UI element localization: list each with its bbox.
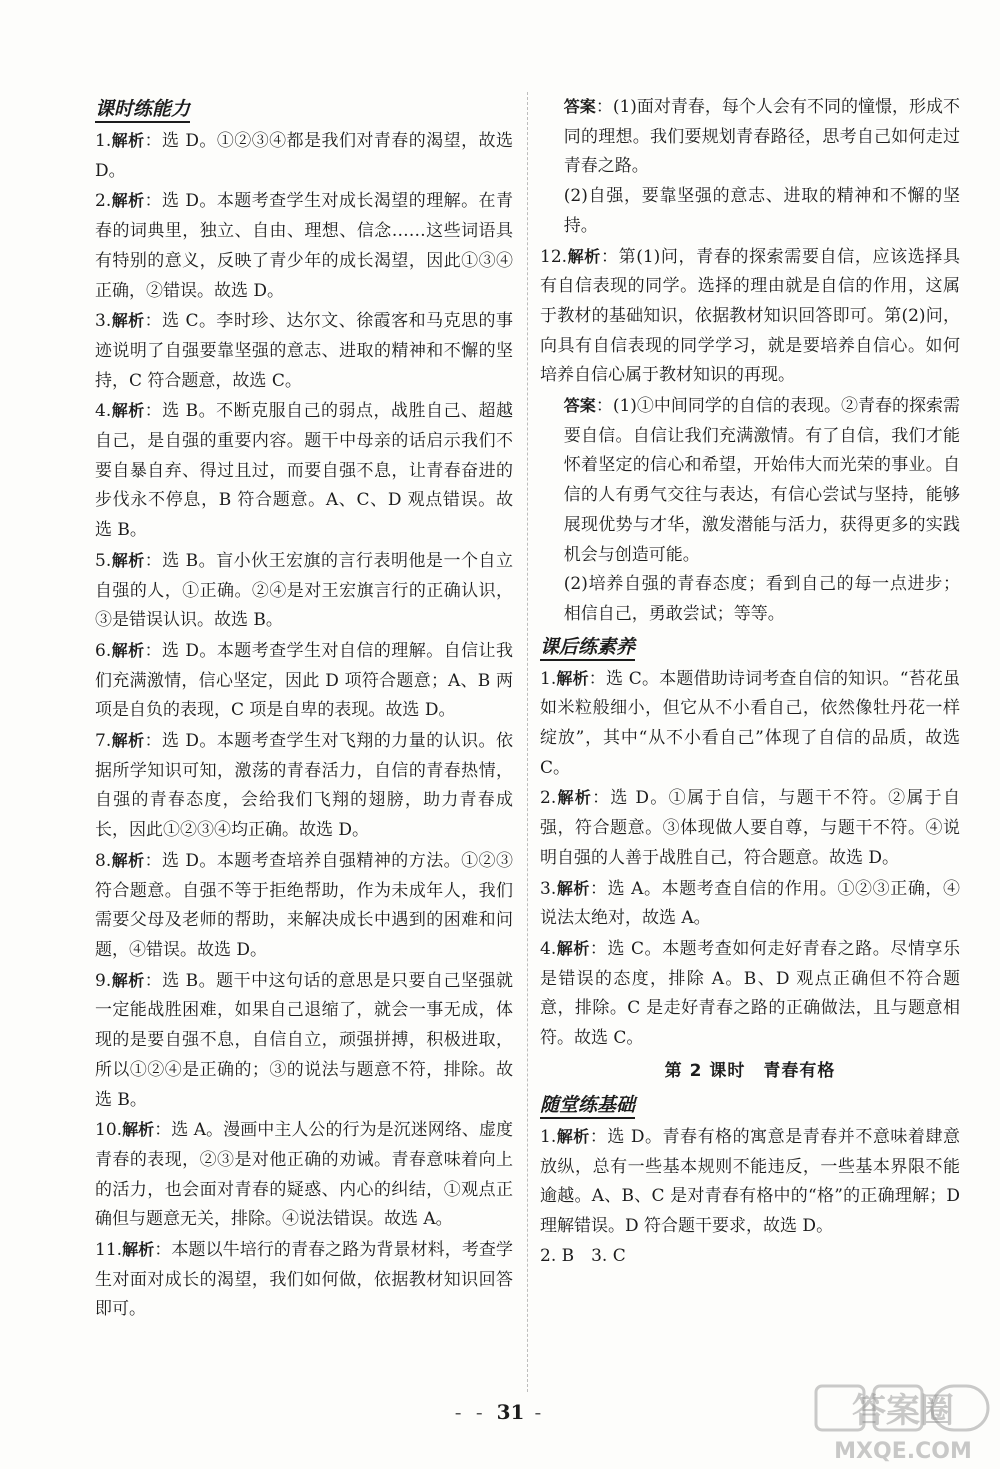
item-number: 9. (95, 970, 112, 991)
item-text: ：选 C。本题借助诗词考查自信的知识。“苔花虽如米粒般细小，但它从不小看自己，依然像牡丹花一样绽放”，其中“从不小看自己”体现了自信的品质，故选 C。 (540, 668, 960, 778)
answer-item (95, 636, 513, 726)
item-text: ：选 C。本题考查如何走好青春之路。尽情享乐是错误的态度，排除 A。B、D 观点正确但不符合题意，排除。C 是走好青春之路的正确做法，且与题意相符。故选 C。 (540, 938, 960, 1049)
short-answers: 2. B 3. C (540, 1245, 626, 1266)
item-text: ：选 D。①属于自信，与题干不符。②属于自强，符合题意。③体现做人要自尊，与题干不符。④说明自强的人善于战胜自己，符合题意。故选 D。 (540, 788, 960, 868)
answer-item (540, 1122, 960, 1242)
item-number: 1. (95, 131, 112, 151)
item-label: 解析 (556, 788, 593, 808)
item-text: ：选 D。本题考查学生对自信的理解。自信让我们充满激情，信心坚定，因此 D 项符合题意；A、B 两项是自负的表现，C 项是自卑的表现。故选 D。 (95, 640, 513, 721)
answer-paragraph (540, 570, 960, 629)
answer-item (95, 306, 513, 396)
column-divider (527, 92, 528, 1392)
item-number: 4. (95, 401, 112, 422)
item-label: 解析 (111, 131, 145, 150)
item-number: 12. (540, 246, 568, 267)
item-label: 解析 (111, 311, 145, 331)
watermark-bottom-text: MXQE.COM (834, 1439, 972, 1464)
item-12 (540, 242, 960, 392)
item-number: 1. (540, 668, 557, 689)
item-label: 解析 (122, 1240, 155, 1260)
answer-item (95, 846, 513, 966)
section3-items-list (540, 1122, 960, 1242)
answer-text: ：(1)面对青春，每个人会有不同的憧憬，形成不同的理想。我们要规划青春路径，思考自己如何走过青春之路。 (563, 97, 960, 177)
right-column (540, 92, 960, 1271)
item-text: ：选 D。本题考查培养自强精神的方法。①②③符合题意。自强不等于拒绝帮助，作为未成年人，我们需要父母及老师的帮助，来解决成长中遇到的困难和问题，④错误。故选 D。 (95, 850, 513, 960)
answer-item (95, 1235, 513, 1325)
item-text: ：选 A。漫画中主人公的行为是沉迷网络、虚度青春的表现，②③是对他正确的劝诫。青春意味着向上的活力，也会面对青春的疑惑、内心的纠结，①观点正确但与题意无关，排除。④说法错误。故选 A。 (95, 1120, 513, 1230)
item-text: ：选 B。不断克服自己的弱点，战胜自己、超越自己，是自强的重要内容。题干中母亲的话启示我们不要自暴自弃、得过且过，而要自强不息，让青春奋进的步伐永不停息，B 符合题意。A、C、D 观点错误。故选 B。 (95, 401, 513, 541)
item-number: 11. (95, 1240, 123, 1261)
item-text: ：选 D。本题考查学生对飞翔的力量的认识。依据所学知识可知，激荡的青春活力，自信的青春热情，自强的青春态度，会给我们飞翔的翅膀，助力青春成长，因此①②③④均正确。故选 D。 (95, 731, 513, 841)
item-label: 解析 (111, 191, 145, 211)
item-text: ：选 D。本题考查学生对成长渴望的理解。在青春的词典里，独立、自由、理想、信念……这些词语具有特别的意义，反映了青少年的成长渴望，因此①③④正确，②错误。故选 D。 (95, 191, 513, 301)
answer-paragraph (540, 92, 960, 182)
lesson-title: 第 2 课时 青春有格 (664, 1060, 836, 1081)
item-text: ：选 D。①②③④都是我们对青春的渴望，故选 D。 (95, 131, 513, 181)
answer-item (95, 396, 513, 546)
item-label: 解析 (556, 668, 589, 688)
watermark-logo (812, 1380, 994, 1464)
item-text: ：选 D。青春有格的寓意是青春并不意味着肆意放纵，总有一些基本规则不能违反，一些基本界限不能逾越。A、B、C 是对青春有格中的“格”的正确理解；D 理解错误。D 符合题干要求，故选 D。 (540, 1126, 960, 1236)
item-label: 解析 (122, 1120, 155, 1140)
item-label: 解析 (567, 246, 601, 266)
answer-paragraph (540, 182, 960, 241)
answer-item (540, 783, 960, 873)
left-items-list (95, 126, 513, 1325)
answer-item (540, 242, 960, 392)
answer-item (540, 664, 960, 784)
item-label: 解析 (111, 850, 145, 870)
section-title-2: 课后练素养 (540, 630, 960, 664)
item-text: ：选 B。题干中这句话的意思是只要自己坚强就一定能战胜困难，如果自己退缩了，就会一事无成，体现的是要自强不息，自信自立，顽强拼搏，积极进取，所以①②④是正确的；③的说法与题意不符，排除。故选 B。 (95, 970, 513, 1110)
answer-label: 答案 (563, 97, 596, 116)
answer-item (540, 934, 960, 1054)
item-number: 3. (540, 878, 557, 899)
answer-block-11 (540, 92, 960, 242)
answer-item (95, 126, 513, 186)
item-label: 解析 (556, 878, 590, 898)
footer-dash-left: - - (454, 1400, 487, 1424)
item-number: 5. (95, 550, 112, 571)
watermark-top-text: 答案圈 (852, 1391, 954, 1431)
item-number: 3. (95, 311, 112, 332)
answer-item (95, 546, 513, 636)
item-text: ：选 A。本题考查自信的作用。①②③正确，④说法太绝对，故选 A。 (540, 878, 960, 929)
answer-text: (2)培养自强的青春态度；看到自己的每一点进步；相信自己，勇敢尝试；等等。 (563, 574, 960, 624)
answer-item (95, 726, 513, 846)
item-number: 1. (540, 1126, 557, 1147)
answer-item (95, 1115, 513, 1235)
item-text: ：选 C。李时珍、达尔文、徐霞客和马克思的事迹说明了自强要靠坚强的意志、进取的精神和不懈的坚持，C 符合题意，故选 C。 (95, 311, 513, 391)
answer-item (95, 186, 513, 306)
item-text: ：本题以牛培行的青春之路为背景材料，考查学生对面对成长的渴望，我们如何做，依据教材知识回答即可。 (95, 1240, 513, 1320)
item-label: 解析 (111, 550, 145, 570)
item-label: 解析 (556, 1126, 590, 1146)
item-label: 解析 (556, 938, 590, 958)
item-number: 4. (540, 938, 557, 959)
item-number: 6. (95, 640, 112, 661)
section-title-3: 随堂练基础 (540, 1088, 960, 1122)
page-number-text: 31 (496, 1400, 525, 1424)
item-number: 8. (95, 850, 112, 871)
item-number: 2. (540, 788, 557, 809)
item-label: 解析 (111, 731, 145, 751)
answer-item (95, 966, 513, 1116)
answer-text: ：(1)①中间同学的自信的表现。②青春的探索需要自信。自信让我们充满激情。有了自信，我们才能怀着坚定的信心和希望，开始伟大而光荣的事业。自信的人有勇气交往与表达，有信心尝试与坚持，能够展现优势与才华，激发潜能与活力，获得更多的实践机会与创造可能。 (563, 396, 960, 565)
answer-paragraph (540, 391, 960, 570)
footer-dash-right: - (534, 1400, 546, 1424)
section-title: 课时练能力 (95, 92, 513, 126)
item-label: 解析 (111, 401, 145, 421)
answer-text: (2)自强，要靠坚强的意志、进取的精神和不懈的坚持。 (563, 186, 960, 236)
left-column (95, 92, 513, 1325)
answer-label: 答案 (563, 396, 596, 416)
item-number: 10. (95, 1120, 123, 1141)
answer-item (540, 874, 960, 934)
item-text: ：选 B。盲小伙王宏旗的言行表明他是一个自立自强的人，①正确。②④是对王宏旗言行的正确认识，③是错误认识。故选 B。 (95, 550, 513, 631)
section2-items-list (540, 664, 960, 1054)
item-text: ：第(1)问，青春的探索需要自信，应该选择具有自信表现的同学。选择的理由就是自信的作用，这属于教材的基础知识，依据教材知识回答即可。第(2)问，向具有自信表现的同学学习，就是要培养自信心。如何培养自信心属于教材知识的再现。 (540, 246, 960, 386)
item-label: 解析 (111, 640, 145, 660)
answer-block-12 (540, 391, 960, 630)
item-number: 2. (95, 191, 112, 212)
item-label: 解析 (111, 970, 145, 990)
item-number: 7. (95, 731, 112, 752)
